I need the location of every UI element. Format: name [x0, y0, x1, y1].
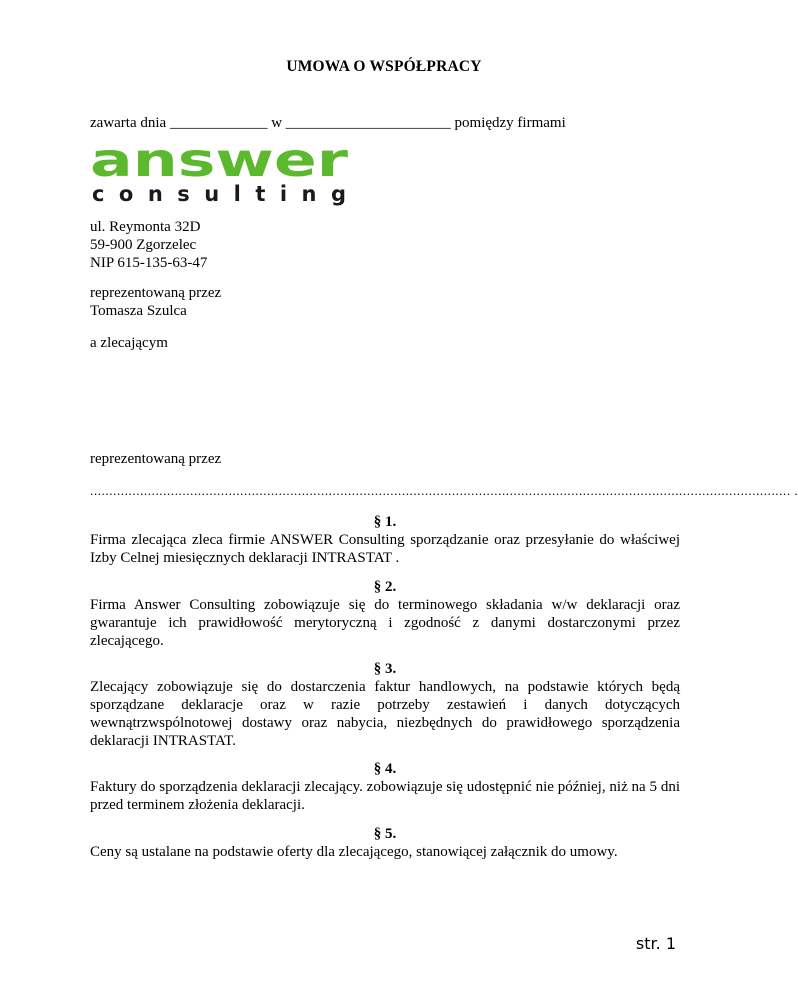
- answer-consulting-logo: [90, 133, 352, 209]
- client-label: a zlecającym: [90, 335, 168, 351]
- logo-word-answer: answer: [90, 133, 349, 187]
- section-2-heading: § 2.: [373, 579, 397, 595]
- intro-line: zawarta dnia _____________ w ______________________ pomiędzy firmami: [90, 115, 566, 131]
- section-2-text: Firma Answer Consulting zobowiązuje się do terminowego składania w/w deklaracji oraz gwarantuje ich prawidłowość merytoryczną i zgodność z danymi dostarczonymi przez zlecającego.: [90, 597, 680, 649]
- section-4-heading: § 4.: [373, 761, 397, 777]
- representative-block: [90, 284, 680, 320]
- section-5-heading: § 5.: [373, 826, 397, 842]
- company-street: ul. Reymonta 32D: [90, 219, 201, 235]
- company-nip: NIP 615-135-63-47: [90, 255, 208, 271]
- section-5-text: Ceny są ustalane na podstawie oferty dla zlecającego, stanowiącej załącznik do umowy.: [90, 844, 618, 860]
- section-3-heading: § 3.: [373, 661, 397, 677]
- representative-label: reprezentowaną przez: [90, 285, 222, 301]
- section-1-heading: § 1.: [373, 514, 397, 530]
- page-number: str. 1: [635, 934, 676, 953]
- client-representative-label: reprezentowaną przez: [90, 451, 222, 467]
- section-4-text: Faktury do sporządzenia deklaracji zlecający. zobowiązuje się udostępnić nie później, niż na 5 dni przed terminem złożenia deklaracji.: [90, 779, 680, 813]
- dotted-signature-line: ...................................................................................................................................................................................... .: [90, 483, 798, 498]
- document-title: UMOWA O WSPÓŁPRACY: [286, 58, 482, 75]
- company-city: 59-900 Zgorzelec: [90, 237, 197, 253]
- section-3-text: Zlecający zobowiązuje się do dostarczenia faktur handlowych, na podstawie których będą sporządzane deklaracje oraz w razie potrzeby zestawień i danych dotyczących wewnątrzwspólnotowej dostawy oraz nabycia, niezbędnych do prawidłowego sporządzenia deklaracji INTRASTAT.: [90, 679, 680, 749]
- section-1-text: Firma zlecająca zleca firmie ANSWER Consulting sporządzanie oraz przesyłanie do właściwej Izby Celnej miesięcznych deklaracji INTRASTAT .: [90, 532, 680, 566]
- company-address-block: [90, 218, 680, 272]
- logo-word-consulting: c o n s u l t i n g: [92, 182, 346, 206]
- representative-name: Tomasza Szulca: [90, 303, 187, 319]
